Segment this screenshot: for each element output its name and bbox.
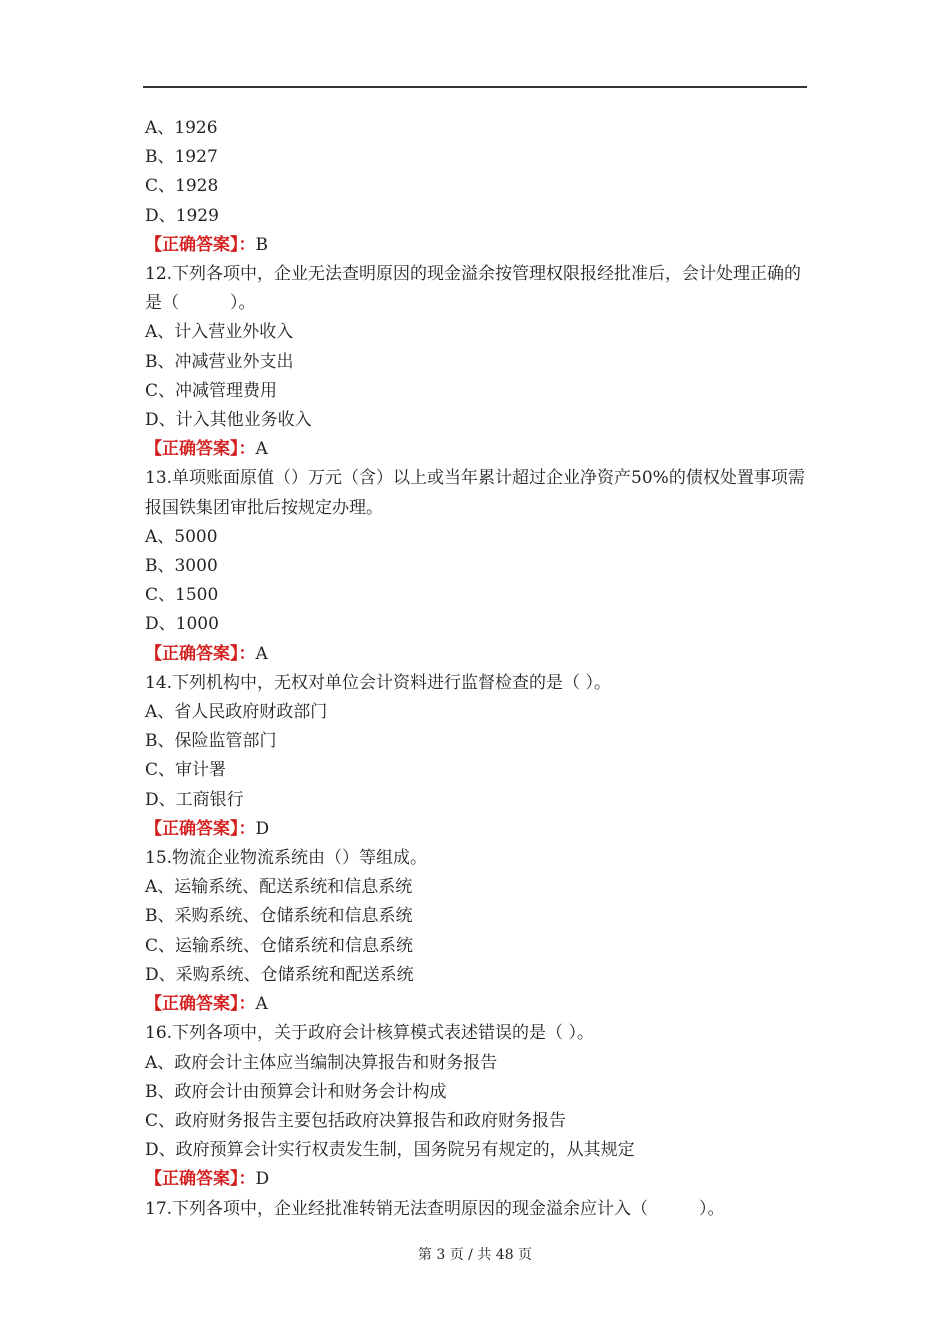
option-line: C、政府财务报告主要包括政府决算报告和政府财务报告 [145, 1110, 567, 1131]
option-line: D、采购系统、仓储系统和配送系统 [145, 964, 414, 985]
question-stem: 14.下列机构中，无权对单位会计资料进行监督检查的是（ ）。 [145, 672, 611, 693]
option-line: C、1928 [145, 176, 219, 197]
answer-line [145, 435, 810, 464]
option-line: A、计入营业外收入 [145, 322, 294, 343]
answer-value: B [255, 234, 268, 255]
question-stem: 15.物流企业物流系统由（）等组成。 [145, 848, 428, 869]
answer-value: D [255, 818, 270, 839]
answer-value: A [255, 994, 268, 1015]
option-line: A、省人民政府财政部门 [145, 702, 328, 723]
option-line: B、采购系统、仓储系统和信息系统 [145, 906, 413, 927]
option-line: C、运输系统、仓储系统和信息系统 [145, 935, 414, 956]
page-content [145, 114, 810, 1224]
question-stem: 12.下列各项中，企业无法查明原因的现金溢余按管理权限报经批准后，会计处理正确的是（ ）。 [145, 264, 802, 314]
answer-label: 【正确答案】： [145, 643, 256, 664]
option-line: C、冲减管理费用 [145, 380, 278, 401]
option-line: D、计入其他业务收入 [145, 410, 312, 431]
answer-line [145, 1165, 810, 1194]
option-line: B、政府会计由预算会计和财务会计构成 [145, 1081, 447, 1102]
answer-line [145, 231, 810, 260]
option-line: D、工商银行 [145, 789, 244, 810]
option-line: B、3000 [145, 556, 218, 577]
option-line: A、5000 [145, 526, 218, 547]
question-stem: 13.单项账面原值（）万元（含）以上或当年累计超过企业净资产50%的债权处置事项需报国铁集团审批后按规定办理。 [145, 468, 805, 518]
answer-label: 【正确答案】： [145, 234, 256, 255]
answer-label: 【正确答案】： [145, 1169, 256, 1190]
option-line: C、1500 [145, 585, 219, 606]
answer-value: D [255, 1169, 270, 1190]
option-line: D、政府预算会计实行权责发生制，国务院另有规定的，从其规定 [145, 1140, 635, 1161]
answer-line [145, 815, 810, 844]
answer-line [145, 990, 810, 1019]
page-footer: 第 3 页 / 共 48 页 [417, 1247, 533, 1263]
answer-line [145, 640, 810, 669]
answer-value: A [255, 643, 268, 664]
header-rule [143, 86, 807, 88]
option-line: C、审计署 [145, 760, 227, 781]
option-line: D、1929 [145, 205, 219, 226]
option-line: B、冲减营业外支出 [145, 351, 294, 372]
option-line: A、运输系统、配送系统和信息系统 [145, 877, 413, 898]
answer-label: 【正确答案】： [145, 439, 256, 460]
question-stem: 17.下列各项中，企业经批准转销无法查明原因的现金溢余应计入（ ）。 [145, 1198, 725, 1219]
option-line: B、1927 [145, 147, 218, 168]
option-line: D、1000 [145, 614, 219, 635]
answer-value: A [255, 439, 268, 460]
option-line: A、政府会计主体应当编制决算报告和财务报告 [145, 1052, 498, 1073]
answer-label: 【正确答案】： [145, 994, 256, 1015]
option-line: A、1926 [145, 118, 218, 138]
question-stem: 16.下列各项中，关于政府会计核算模式表述错误的是（ ）。 [145, 1023, 594, 1044]
option-line: B、保险监管部门 [145, 731, 277, 752]
answer-label: 【正确答案】： [145, 818, 256, 839]
